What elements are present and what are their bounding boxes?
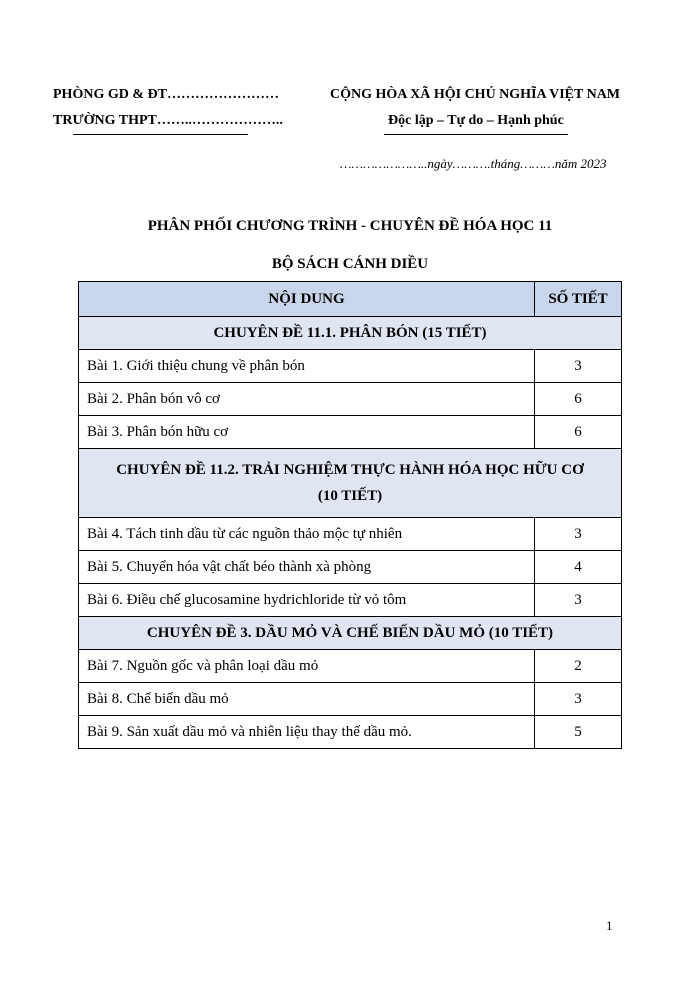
lesson-periods: 3 (535, 683, 622, 716)
document-subtitle: BỘ SÁCH CÁNH DIỀU (271, 256, 429, 272)
table-row (79, 518, 622, 551)
date-line: …………………..ngày……….tháng………năm 2023 (340, 156, 607, 171)
lesson-periods: 4 (535, 551, 622, 584)
motto-underline (384, 134, 568, 135)
lesson-name: Bài 4. Tách tinh dầu từ các nguồn thảo mộc tự nhiên (79, 518, 535, 551)
section-title: CHUYÊN ĐỀ 11.1. PHÂN BÓN (15 TIẾT) (79, 317, 622, 350)
table-header-row (79, 282, 622, 317)
republic-label: CỘNG HÒA XÃ HỘI CHỦ NGHĨA VIỆT NAM (330, 87, 621, 102)
lesson-periods: 3 (535, 584, 622, 617)
lesson-name: Bài 5. Chuyển hóa vật chất béo thành xà phòng (79, 551, 535, 584)
section-title: CHUYÊN ĐỀ 3. DẦU MỎ VÀ CHẾ BIẾN DẦU MỎ (10 TIẾT) (79, 617, 622, 650)
table-row (79, 350, 622, 383)
lesson-name: Bài 3. Phân bón hữu cơ (79, 416, 535, 449)
table-row (79, 716, 622, 749)
school-underline (73, 134, 248, 135)
lesson-periods: 6 (535, 383, 622, 416)
header-periods: SỐ TIẾT (535, 282, 622, 317)
header-content: NỘI DUNG (79, 282, 535, 317)
lesson-periods: 3 (535, 518, 622, 551)
table-row (79, 416, 622, 449)
lesson-periods: 3 (535, 350, 622, 383)
table-row (79, 683, 622, 716)
table-row (79, 383, 622, 416)
section-title: CHUYÊN ĐỀ 11.2. TRẢI NGHIỆM THỰC HÀNH HÓA HỌC HỮU CƠ (10 TIẾT) (79, 449, 622, 518)
lesson-name: Bài 7. Nguồn gốc và phân loại dầu mỏ (79, 650, 535, 683)
motto-label: Độc lập – Tự do – Hạnh phúc (388, 113, 564, 128)
school-label: TRƯỜNG THPT……..……………….. (53, 113, 283, 128)
lesson-name: Bài 8. Chế biến dầu mỏ (79, 683, 535, 716)
lesson-periods: 6 (535, 416, 622, 449)
section-row (79, 617, 622, 650)
lesson-periods: 2 (535, 650, 622, 683)
page-number: 1 (606, 918, 613, 933)
table-row (79, 551, 622, 584)
section-row (79, 317, 622, 350)
document-title: PHÂN PHỐI CHƯƠNG TRÌNH - CHUYÊN ĐỀ HÓA HỌC 11 (147, 218, 553, 234)
lesson-name: Bài 1. Giới thiệu chung về phân bón (79, 350, 535, 383)
department-label: PHÒNG GD & ĐT…………………… (53, 87, 279, 102)
lesson-name: Bài 2. Phân bón vô cơ (79, 383, 535, 416)
section-row (79, 449, 622, 518)
table-row (79, 650, 622, 683)
curriculum-table (78, 281, 622, 749)
lesson-name: Bài 9. Sản xuất dầu mỏ và nhiên liệu thay thế dầu mỏ. (79, 716, 535, 749)
lesson-name: Bài 6. Điều chế glucosamine hydrichloride từ vỏ tôm (79, 584, 535, 617)
table-row (79, 584, 622, 617)
lesson-periods: 5 (535, 716, 622, 749)
